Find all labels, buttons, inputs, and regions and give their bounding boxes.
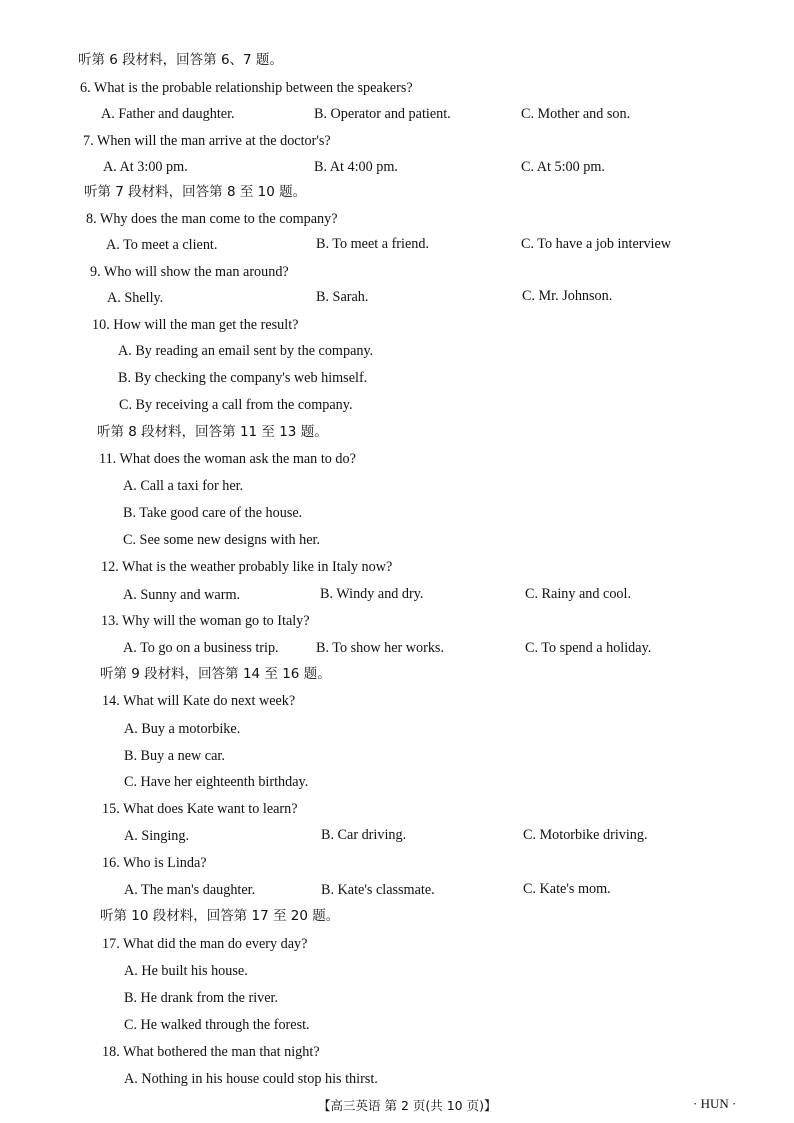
option-c: C. Rainy and cool. xyxy=(525,586,631,602)
option-a: A. Nothing in his house could stop his thirst. xyxy=(124,1071,378,1087)
question-stem: 6. What is the probable relationship between the speakers? xyxy=(80,80,413,96)
question-stem: 9. Who will show the man around? xyxy=(90,264,289,280)
option-b: B. Car driving. xyxy=(321,827,407,843)
option-b: B. At 4:00 pm. xyxy=(314,159,398,175)
question-stem: 7. When will the man arrive at the doctor's? xyxy=(83,133,331,149)
option-c: C. By receiving a call from the company. xyxy=(119,397,353,413)
option-c: C. Mr. Johnson. xyxy=(522,288,613,304)
option-a: A. He built his house. xyxy=(124,963,248,979)
option-b: B. By checking the company's web himself. xyxy=(118,370,368,386)
question-stem: 18. What bothered the man that night? xyxy=(102,1044,320,1060)
option-a: A. Shelly. xyxy=(107,290,164,306)
question-stem: 17. What did the man do every day? xyxy=(102,936,308,952)
question-stem: 16. Who is Linda? xyxy=(102,855,207,871)
option-c: C. He walked through the forest. xyxy=(124,1017,310,1033)
section-heading: 听第 8 段材料，回答第 11 至 13 题。 xyxy=(97,424,328,440)
option-a: A. To meet a client. xyxy=(106,237,218,253)
page-footer: 【高三英语 第 2 页(共 10 页)】 xyxy=(318,1098,497,1113)
option-c: C. To have a job interview xyxy=(521,236,672,252)
question-stem: 14. What will Kate do next week? xyxy=(102,693,296,709)
option-c: C. See some new designs with her. xyxy=(123,532,321,548)
option-a: A. At 3:00 pm. xyxy=(103,159,188,175)
option-c: C. Kate's mom. xyxy=(523,881,611,897)
option-b: B. Take good care of the house. xyxy=(123,505,303,521)
question-stem: 11. What does the woman ask the man to do? xyxy=(99,451,356,467)
section-heading: 听第 6 段材料，回答第 6、7 题。 xyxy=(78,52,283,68)
option-b: B. He drank from the river. xyxy=(124,990,279,1006)
option-b: B. To show her works. xyxy=(316,640,445,656)
section-heading: 听第 7 段材料，回答第 8 至 10 题。 xyxy=(84,184,307,200)
option-a: A. To go on a business trip. xyxy=(123,640,279,656)
section-heading: 听第 9 段材料，回答第 14 至 16 题。 xyxy=(100,666,331,682)
option-b: B. Buy a new car. xyxy=(124,748,225,764)
section-heading: 听第 10 段材料，回答第 17 至 20 题。 xyxy=(100,908,340,924)
option-a: A. Call a taxi for her. xyxy=(123,478,244,494)
option-c: C. Motorbike driving. xyxy=(523,827,648,843)
question-stem: 10. How will the man get the result? xyxy=(92,317,299,333)
question-stem: 15. What does Kate want to learn? xyxy=(102,801,298,817)
option-c: C. Have her eighteenth birthday. xyxy=(124,774,309,790)
question-stem: 8. Why does the man come to the company? xyxy=(86,211,338,227)
option-b: B. Operator and patient. xyxy=(314,106,451,122)
option-c: C. Mother and son. xyxy=(521,106,631,122)
option-b: B. Windy and dry. xyxy=(320,586,424,602)
option-b: B. Kate's classmate. xyxy=(321,882,435,898)
option-a: A. Buy a motorbike. xyxy=(124,721,241,737)
option-a: A. Singing. xyxy=(124,828,190,844)
question-stem: 13. Why will the woman go to Italy? xyxy=(101,613,310,629)
option-a: A. The man's daughter. xyxy=(124,882,256,898)
option-a: A. Father and daughter. xyxy=(101,106,235,122)
option-c: C. To spend a holiday. xyxy=(525,640,652,656)
footer-code: · HUN · xyxy=(693,1096,737,1111)
option-a: A. Sunny and warm. xyxy=(123,587,241,603)
option-c: C. At 5:00 pm. xyxy=(521,159,605,175)
question-stem: 12. What is the weather probably like in Italy now? xyxy=(101,559,393,575)
option-a: A. By reading an email sent by the company. xyxy=(118,343,374,359)
option-b: B. Sarah. xyxy=(316,289,369,305)
option-b: B. To meet a friend. xyxy=(316,236,430,252)
